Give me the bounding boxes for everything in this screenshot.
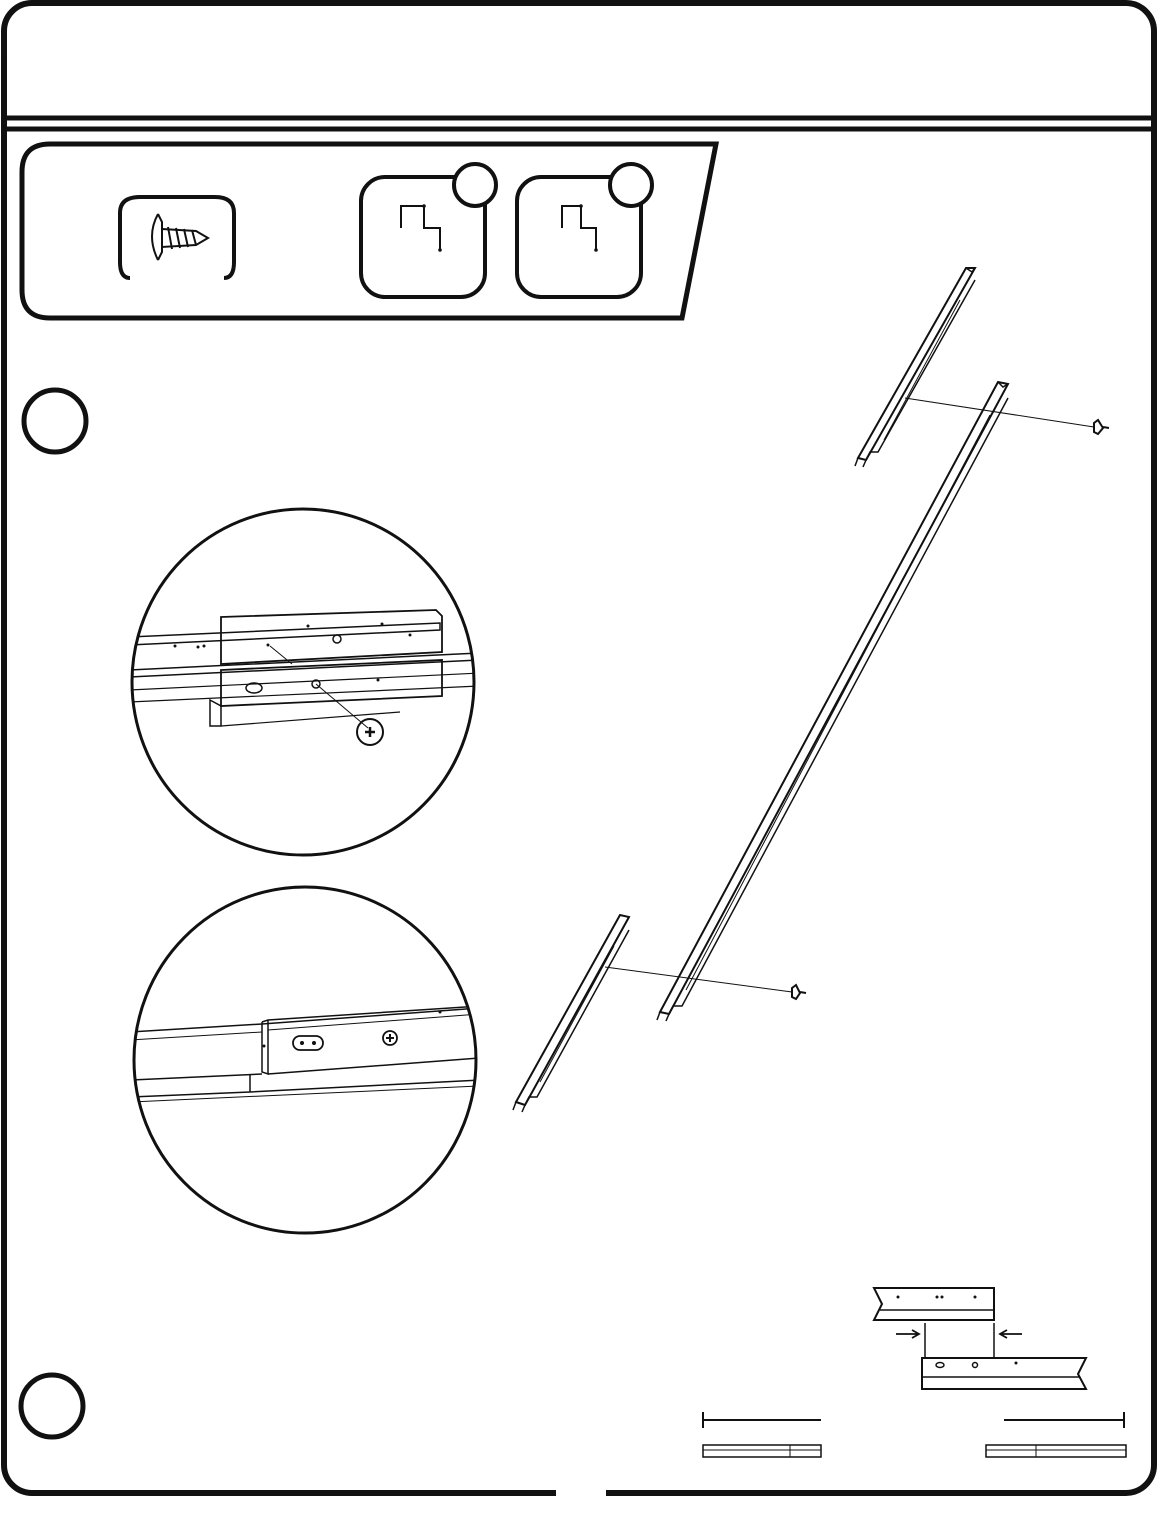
long-center-rail bbox=[657, 382, 1008, 1021]
rail-bracket-icon bbox=[562, 206, 596, 250]
screw-icon bbox=[1094, 420, 1109, 434]
part-badge-circle bbox=[610, 164, 652, 206]
screw-head-icon bbox=[383, 1031, 397, 1045]
upper-short-rail bbox=[855, 268, 975, 467]
detail-rail-joined-closeup bbox=[130, 887, 480, 1233]
rail-bracket-icon bbox=[401, 206, 440, 250]
step-2-marker bbox=[21, 1375, 83, 1437]
footer-gap bbox=[556, 1484, 606, 1498]
header-rules bbox=[6, 118, 1152, 129]
overlap-diagram bbox=[874, 1288, 1086, 1389]
lower-short-rail bbox=[513, 915, 629, 1112]
bracket-part-box-2 bbox=[517, 164, 652, 297]
screw-part-box bbox=[120, 197, 234, 278]
part-badge-circle bbox=[454, 164, 496, 206]
step-1-marker bbox=[24, 390, 86, 452]
rail-length-indicator-left bbox=[703, 1412, 821, 1457]
screw-icon bbox=[152, 214, 208, 260]
bracket-part-box-1 bbox=[361, 164, 496, 297]
detail-rail-screw-closeup bbox=[130, 509, 480, 855]
rail-length-indicator-right bbox=[986, 1412, 1126, 1457]
page-frame bbox=[4, 3, 1154, 1493]
parts-panel bbox=[22, 144, 716, 318]
screw-head-icon bbox=[357, 719, 383, 745]
screw-icon bbox=[792, 985, 806, 999]
